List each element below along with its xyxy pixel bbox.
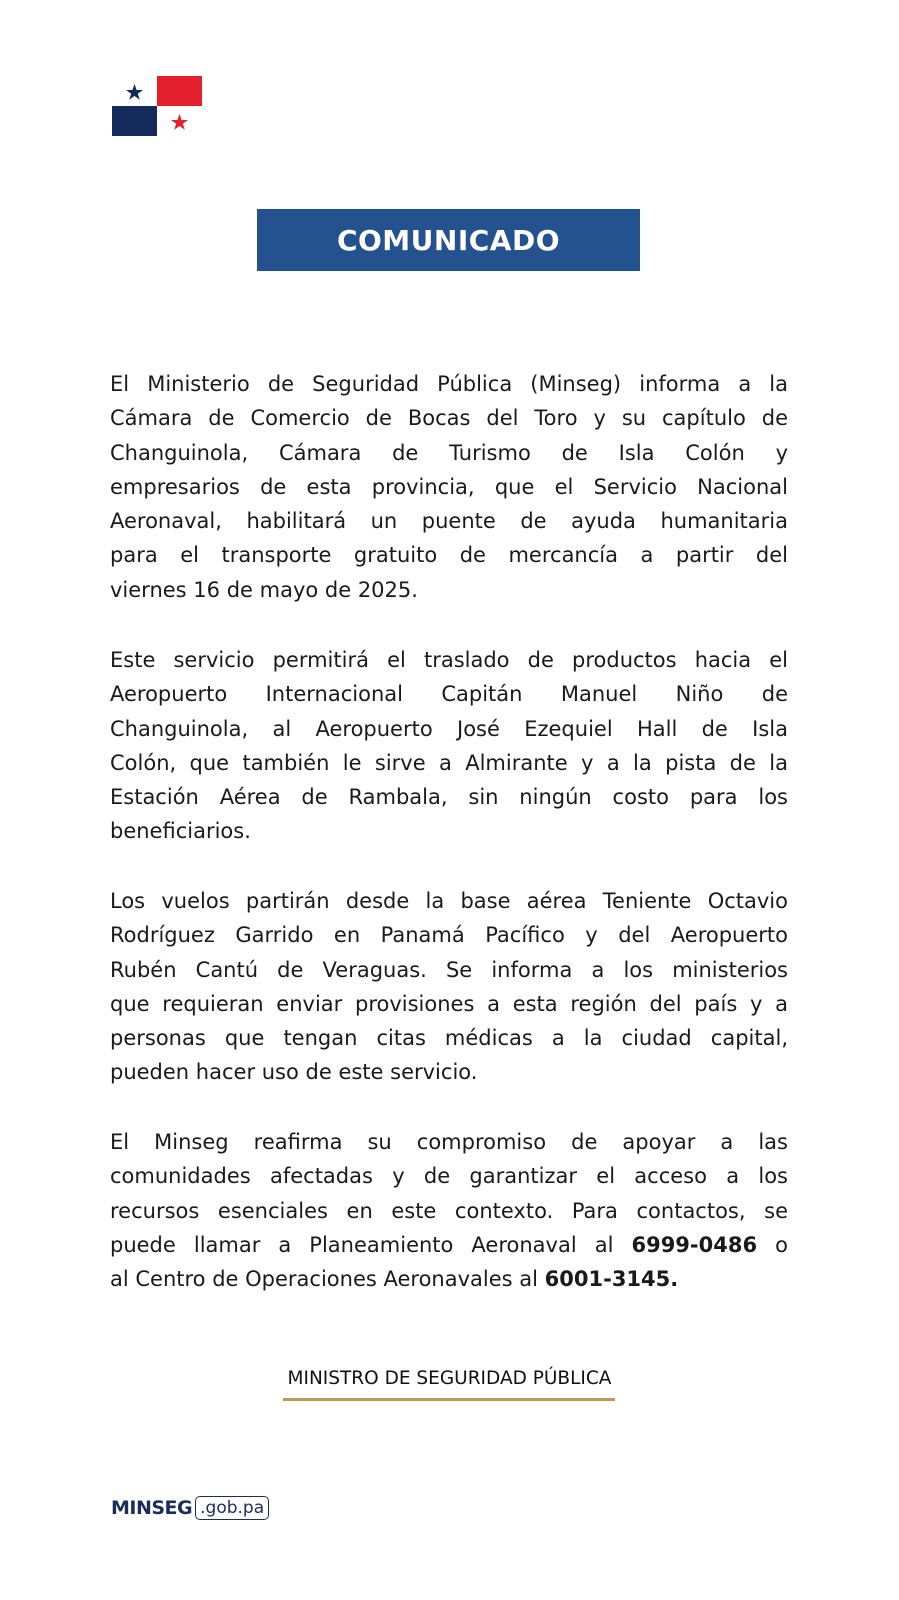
text-line: comunidades afectadas y de garantizar el acceso a los bbox=[110, 1164, 788, 1189]
paragraph-4 bbox=[110, 1125, 788, 1296]
paragraph-2 bbox=[110, 643, 788, 849]
text-line: Aeropuerto Internacional Capitán Manuel Niño de bbox=[110, 682, 788, 707]
text-line: Colón, que también le sirve a Almirante y a la pista de la bbox=[110, 750, 788, 775]
text-line: El Ministerio de Seguridad Pública (Minseg) informa a la bbox=[110, 372, 788, 396]
text-line: Aeronaval, habilitará un puente de ayuda humanitaria bbox=[110, 509, 788, 534]
minseg-logo bbox=[111, 1496, 269, 1520]
page-title: COMUNICADO bbox=[336, 223, 561, 257]
text-line: Rubén Cantú de Veraguas. Se informa a los ministerios bbox=[110, 957, 788, 982]
signature-underline bbox=[283, 1398, 615, 1401]
logo-domain: .gob.pa bbox=[195, 1496, 269, 1520]
text-line: pueden hacer uso de este servicio. bbox=[110, 1060, 478, 1085]
text-line: Rodríguez Garrido en Panamá Pacífico y del Aeropuerto bbox=[110, 923, 788, 948]
phone-planeamiento: 6999-0486 bbox=[631, 1232, 758, 1257]
text-line bbox=[110, 1228, 788, 1262]
signature-title: MINISTRO DE SEGURIDAD PÚBLICA bbox=[287, 1368, 612, 1389]
contact-text: al Centro de Operaciones Aeronavales al bbox=[110, 1267, 545, 1292]
contact-text: puede llamar a Planeamiento Aeronaval al bbox=[110, 1232, 632, 1257]
text-line: beneficiarios. bbox=[110, 819, 251, 844]
contact-text: o bbox=[757, 1232, 788, 1257]
text-line: El Minseg reafirma su compromiso de apoyar a las bbox=[110, 1130, 788, 1154]
text-line: Este servicio permitirá el traslado de productos hacia el bbox=[110, 648, 788, 672]
text-line bbox=[110, 1262, 788, 1296]
text-line: Changuinola, Cámara de Turismo de Isla Colón y bbox=[110, 440, 788, 465]
text-line: empresarios de esta provincia, que el Servicio Nacional bbox=[110, 474, 788, 499]
text-line: recursos esenciales en este contexto. Para contactos, se bbox=[110, 1198, 788, 1223]
text-line: Los vuelos partirán desde la base aérea Teniente Octavio bbox=[110, 889, 788, 913]
text-line: viernes 16 de mayo de 2025. bbox=[110, 577, 418, 602]
phone-centro-operaciones: 6001-3145. bbox=[544, 1267, 679, 1292]
logo-brand: MINSEG bbox=[111, 1497, 193, 1519]
text-line: para el transporte gratuito de mercancía a partir del bbox=[110, 543, 788, 568]
text-line: Changuinola, al Aeropuerto José Ezequiel Hall de Isla bbox=[110, 716, 788, 741]
text-line: personas que tengan citas médicas a la ciudad capital, bbox=[110, 1026, 788, 1051]
text-line: que requieran enviar provisiones a esta región del país y a bbox=[110, 991, 788, 1016]
text-line: Estación Aérea de Rambala, sin ningún costo para los bbox=[110, 785, 788, 810]
panama-flag-icon bbox=[112, 76, 202, 136]
title-banner bbox=[257, 209, 640, 271]
paragraph-3 bbox=[110, 884, 788, 1090]
paragraph-1 bbox=[110, 367, 788, 607]
text-line: Cámara de Comercio de Bocas del Toro y su capítulo de bbox=[110, 406, 788, 431]
